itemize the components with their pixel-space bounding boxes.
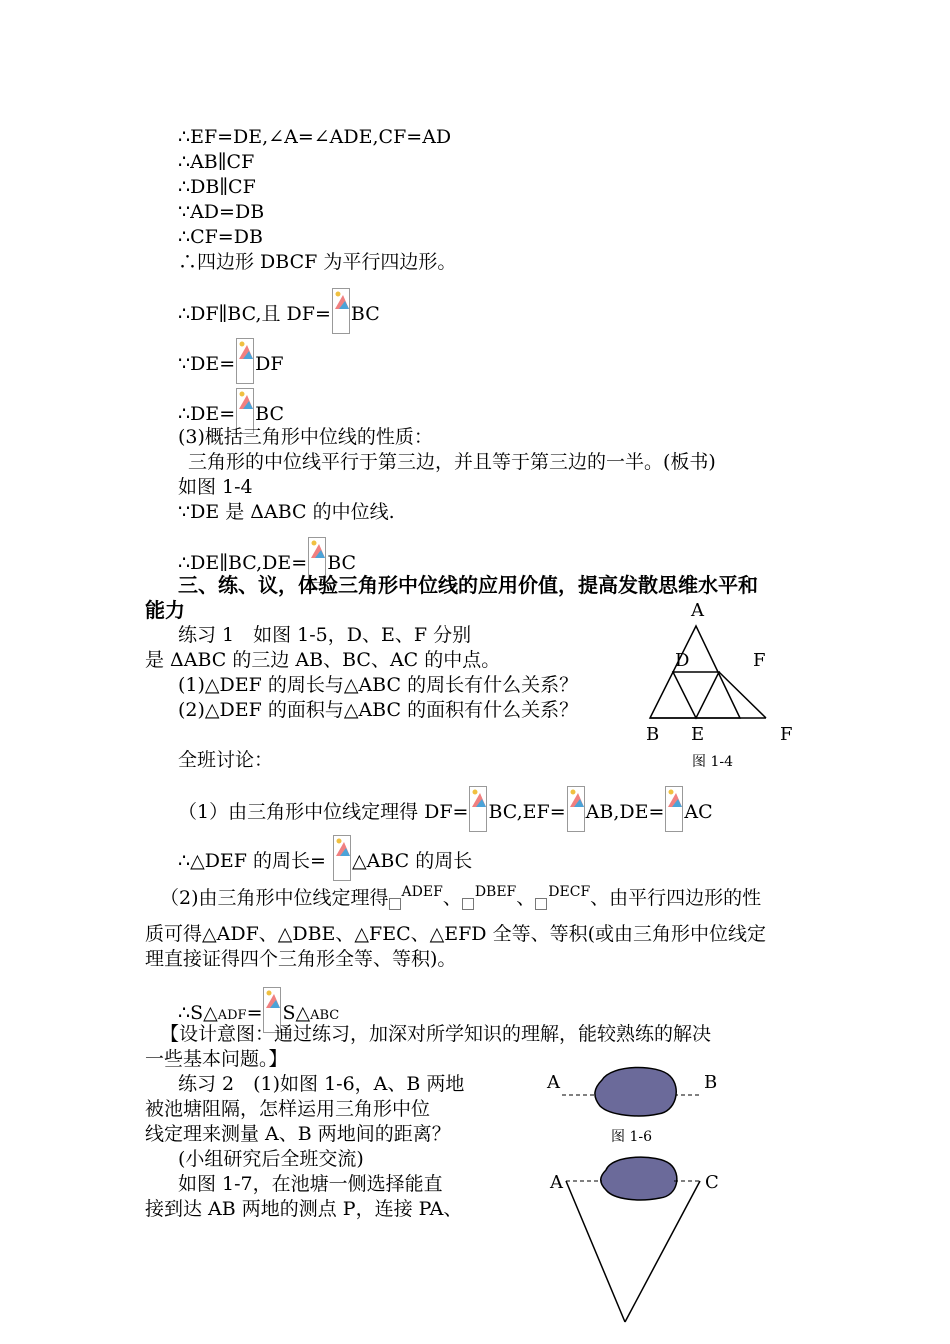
proof-line-2: ∴AB∥CF xyxy=(178,151,255,173)
broken-image-icon xyxy=(236,338,254,384)
intent-line1: 【设计意图：通过练习，加深对所学知识的理解，能较熟练的解决 xyxy=(160,1023,712,1045)
parallelogram-decf: DECF xyxy=(548,884,591,900)
ex2-line3: 线定理来测量 A、B 两地间的距离？ xyxy=(145,1123,451,1145)
label-a: A xyxy=(691,600,704,621)
ex1-q2: (2)△DEF 的面积与△ABC 的面积有什么关系？ xyxy=(178,699,579,721)
label-f: F xyxy=(753,650,766,671)
parallelogram-dbef: DBEF xyxy=(474,884,517,900)
ex1-line1: 练习 1 如图 1-5，D、E、F 分别 xyxy=(178,624,472,646)
answer2-line3: 理直接证得四个三角形全等、等积)。 xyxy=(145,948,457,970)
figure-caption: 图 1-4 xyxy=(692,754,733,770)
de-half-df-tail: DF xyxy=(255,353,284,375)
area-eq: = xyxy=(246,1002,263,1024)
broken-image-icon xyxy=(665,786,683,832)
summary-statement: 三角形的中位线平行于第三边，并且等于第三边的一半。(板书) xyxy=(188,451,716,473)
figure-1-4 xyxy=(630,598,810,778)
proof-line-4: ∵AD=DB xyxy=(178,201,265,223)
broken-image-icon xyxy=(567,786,585,832)
area-sub-adf: ADF xyxy=(217,1008,247,1023)
perimeter-tail: △ABC 的周长 xyxy=(352,850,473,872)
intent-line2: 一些基本问题。】 xyxy=(145,1048,288,1070)
ex1-q1: (1)△DEF 的周长与△ABC 的周长有什么关系？ xyxy=(178,674,579,696)
answer2-line1: （2)由三角形中位线定理得 $^{ADEF}$、 $^{DBEF}$、 $^{DECF}$、由平行四边形的性 xyxy=(160,884,762,909)
label-a: A xyxy=(547,1072,560,1093)
ex2-line6: 接到达 AB 两地的测点 P，连接 PA、 xyxy=(145,1198,463,1220)
label-b: B xyxy=(704,1072,718,1093)
figure-caption: 图 1-6 xyxy=(611,1129,652,1145)
de-half-bc-tail: BC xyxy=(255,403,284,425)
broken-image-icon xyxy=(469,786,487,832)
parallelogram-symbol-icon xyxy=(389,898,401,910)
answer2-line2: 质可得△ADF、△DBE、△FEC、△EFD 全等、等积(或由三角形中位线定 xyxy=(145,923,766,945)
de-half-bc-text: ∴DE= xyxy=(178,403,236,425)
label-d: D xyxy=(675,650,690,671)
summary-heading: (3)概括三角形中位线的性质： xyxy=(178,426,433,448)
broken-image-icon xyxy=(333,835,351,881)
perimeter-line xyxy=(178,835,472,881)
figure-1-6 xyxy=(540,1062,740,1147)
area-text-2: S△ xyxy=(282,1002,311,1024)
de-half-df-line xyxy=(178,338,284,384)
broken-image-icon xyxy=(332,288,350,334)
parallelogram-symbol-icon xyxy=(462,898,474,910)
area-text: ∴S△ xyxy=(178,1002,218,1024)
label-f2: F xyxy=(780,724,793,745)
df-half-bc-tail: BC xyxy=(350,303,380,325)
ex2-line1: 练习 2 (1)如图 1-6，A、B 两地 xyxy=(178,1073,465,1095)
pond-shape xyxy=(595,1067,676,1115)
label-e: E xyxy=(691,724,705,745)
label-c: C xyxy=(705,1172,719,1193)
figure-1-7 xyxy=(540,1150,740,1340)
proof-line-5: ∴CF=DB xyxy=(178,226,263,248)
parallelogram-adef: ADEF xyxy=(401,884,443,900)
answer1-text-4: AC xyxy=(684,801,713,823)
ex2-line2: 被池塘阻隔，怎样运用三角形中位 xyxy=(145,1098,431,1120)
perimeter-text: ∴△DEF 的周长= xyxy=(178,850,332,872)
ex1-discuss: 全班讨论： xyxy=(178,749,274,771)
label-a: A xyxy=(550,1172,563,1193)
section-title-line2: 能力 xyxy=(145,598,185,622)
df-half-bc-text: ∴DF∥BC,且 DF= xyxy=(178,303,331,325)
fig-ref: 如图 1-4 xyxy=(178,476,253,498)
given-line: ∵DE 是 ΔABC 的中位线. xyxy=(178,501,395,523)
ex2-line4: (小组研究后全班交流) xyxy=(178,1148,364,1170)
parallelogram-symbol-icon xyxy=(535,898,547,910)
df-half-bc-line xyxy=(178,288,380,334)
answer2-text: （2)由三角形中位线定理得 xyxy=(160,887,389,909)
de-half-df-text: ∵DE= xyxy=(178,353,236,375)
label-b: B xyxy=(646,724,660,745)
ex2-line5: 如图 1-7，在池塘一侧选择能直 xyxy=(178,1173,443,1195)
conclusion-text: ∴DE∥BC,DE= xyxy=(178,552,308,574)
answer2-text-tail: 、由平行四边形的性 xyxy=(590,887,762,909)
ex1-answer1 xyxy=(178,786,713,832)
proof-line-1: ∴EF=DE,∠A=∠ADE,CF=AD xyxy=(178,126,452,148)
ex1-line2: 是 ΔABC 的三边 AB、BC、AC 的中点。 xyxy=(145,649,501,671)
pond-shape xyxy=(601,1157,677,1200)
area-sub-abc: ABC xyxy=(310,1008,340,1023)
answer1-text: （1）由三角形中位线定理得 DF= xyxy=(178,801,469,823)
conclusion-tail: BC xyxy=(327,552,357,574)
answer1-text-3: AB,DE= xyxy=(585,801,665,823)
proof-line-3: ∴DB∥CF xyxy=(178,176,256,198)
section-title-line1: 三、练、议，体验三角形中位线的应用价值，提高发散思维水平和 xyxy=(178,573,758,597)
proof-line-6: ∴四边形 DBCF 为平行四边形。 xyxy=(178,251,457,273)
answer1-text-2: BC,EF= xyxy=(488,801,566,823)
